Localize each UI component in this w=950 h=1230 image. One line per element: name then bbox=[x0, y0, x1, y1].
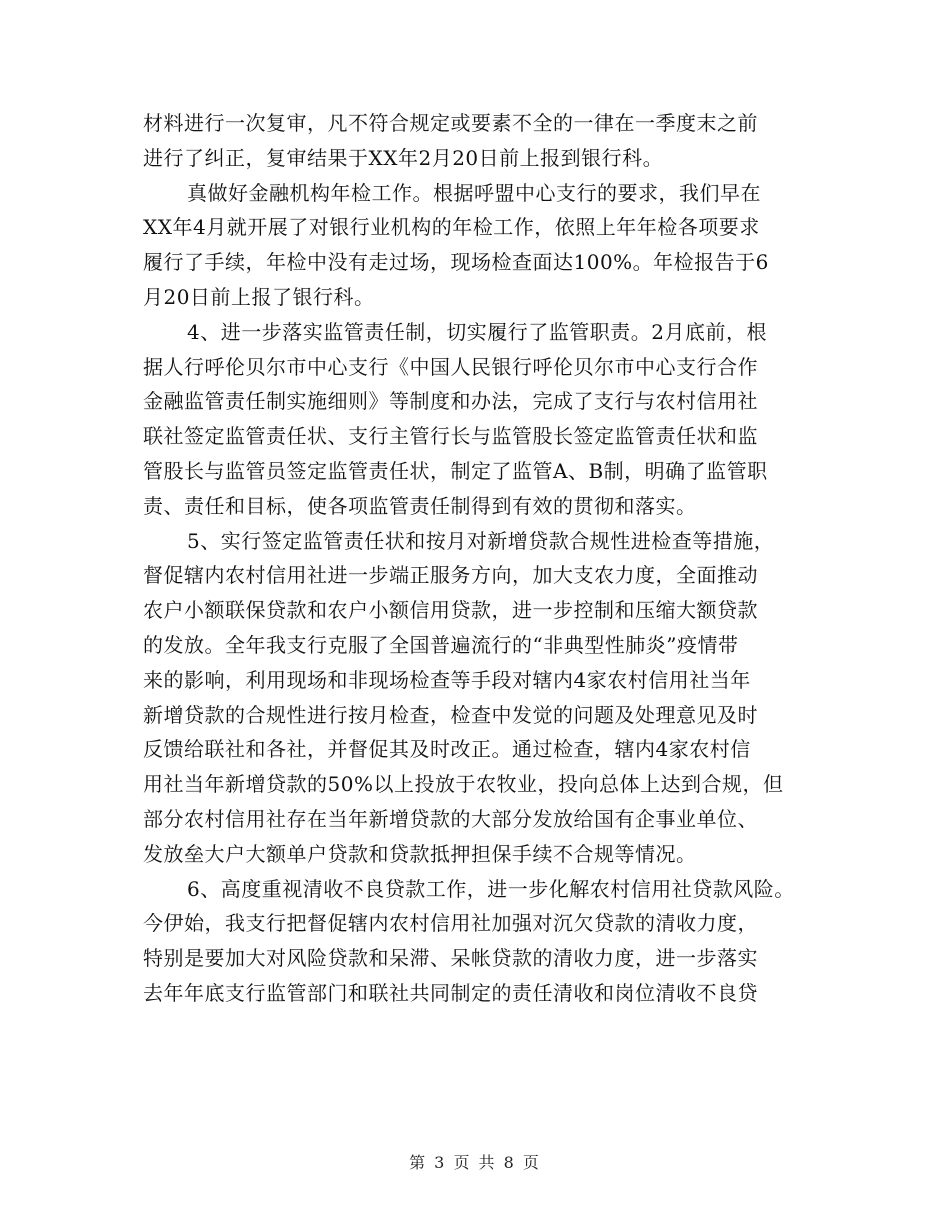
text-line: 的发放。全年我支行克服了全国普遍流行的“非典型性肺炎”疫情带 bbox=[143, 632, 739, 657]
text-line: 来的影响，利用现场和非现场检查等手段对辖内4家农村信用社当年 bbox=[143, 667, 751, 692]
page-number-footer: 第 3 页 共 8 页 bbox=[409, 1153, 541, 1172]
text-line: 去年年底支行监管部门和联社共同制定的责任清收和岗位清收不良贷 bbox=[143, 980, 758, 1005]
text-line: 用社当年新增贷款的50%以上投放于农牧业，投向总体上达到合规，但 bbox=[143, 772, 784, 797]
text-line: XX年4月就开展了对银行业机构的年检工作，依照上年年检各项要求 bbox=[143, 215, 760, 240]
text-line: 月20日前上报了银行科。 bbox=[143, 284, 375, 309]
text-line: 管股长与监管员签定监管责任状，制定了监管A、B制，明确了监管职 bbox=[143, 458, 768, 483]
text-line: 据人行呼伦贝尔市中心支行《中国人民银行呼伦贝尔市中心支行合作 bbox=[143, 354, 758, 379]
text-line: 责、责任和目标，使各项监管责任制得到有效的贯彻和落实。 bbox=[143, 493, 697, 518]
text-line: 反馈给联社和各社，并督促其及时改正。通过检查，辖内4家农村信 bbox=[143, 737, 751, 762]
text-line: 今伊始，我支行把督促辖内农村信用社加强对沉欠贷款的清收力度， bbox=[143, 911, 758, 936]
text-line: 金融监管责任制实施细则》等制度和办法，完成了支行与农村信用社 bbox=[143, 389, 758, 414]
text-line: 履行了手续，年检中没有走过场，现场检查面达100%。年检报告于6 bbox=[143, 250, 769, 275]
paragraph-start-line: 5、实行签定监管责任状和按月对新增贷款合规性进检查等措施， bbox=[187, 528, 775, 553]
text-line: 材料进行一次复审，凡不符合规定或要素不全的一律在一季度末之前 bbox=[143, 111, 758, 135]
text-line: 联社签定监管责任状、支行主管行长与监管股长签定监管责任状和监 bbox=[143, 424, 758, 449]
paragraph-start-line: 6、高度重视清收不良贷款工作，进一步化解农村信用社贷款风险。 bbox=[187, 876, 795, 901]
document-body bbox=[143, 106, 823, 1011]
paragraph-start-line: 真做好金融机构年检工作。根据呼盟中心支行的要求，我们早在 bbox=[187, 180, 761, 205]
text-line: 部分农村信用社存在当年新增贷款的大部分发放给国有企事业单位、 bbox=[143, 806, 758, 831]
text-line: 发放垒大户大额单户贷款和贷款抵押担保手续不合规等情况。 bbox=[143, 841, 697, 866]
paragraph-start-line: 4、进一步落实监管责任制，切实履行了监管职责。2月底前，根 bbox=[187, 319, 767, 344]
text-line: 特别是要加大对风险贷款和呆滞、呆帐贷款的清收力度，进一步落实 bbox=[143, 946, 758, 971]
text-line: 农户小额联保贷款和农户小额信用贷款，进一步控制和压缩大额贷款 bbox=[143, 598, 758, 623]
text-line: 督促辖内农村信用社进一步端正服务方向，加大支农力度，全面推动 bbox=[143, 563, 758, 588]
text-line: 进行了纠正，复审结果于XX年2月20日前上报到银行科。 bbox=[143, 145, 664, 170]
text-line: 新增贷款的合规性进行按月检查，检查中发觉的问题及处理意见及时 bbox=[143, 702, 758, 727]
